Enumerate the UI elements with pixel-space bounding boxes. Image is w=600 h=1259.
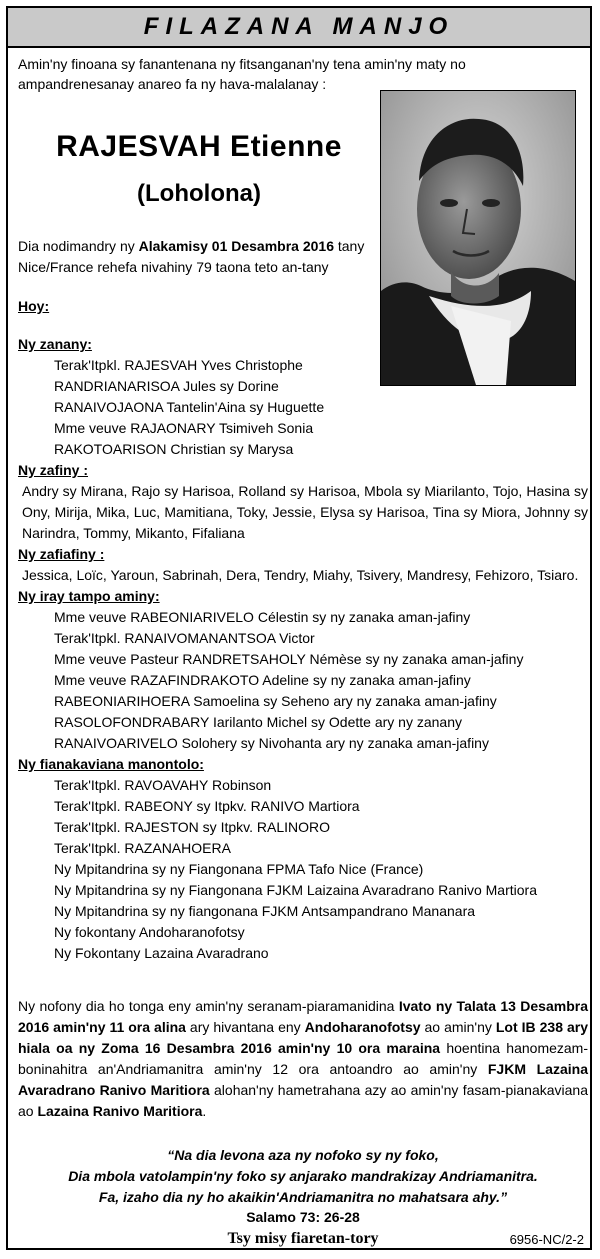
funeral-text: hoentina hanomezam-boninahitra an'Andriamanitra amin'ny 12 ora antoandro ao amin'ny [18, 1040, 589, 1077]
list-item: RANAIVOJAONA Tantelin'Aina sy Huguette [54, 399, 325, 415]
section-title: Ny fianakaviana manontolo: [18, 756, 204, 772]
deceased-title: (Loholona) [137, 180, 261, 207]
deceased-name: RAJESVAH Etienne [56, 130, 342, 163]
funeral-details [18, 996, 588, 1122]
signoff: Tsy misy fiaretan-tory [227, 1230, 379, 1247]
notice-title: FILAZANA MANJO [143, 13, 455, 40]
death-notice-text-2: tany Nice/France rehefa nivahiny 79 taona teto an-tany [18, 238, 365, 275]
list-item: Ny Fokontany Lazaina Avaradrano [54, 945, 269, 961]
section-fianakaviana [18, 754, 588, 964]
death-date: Alakamisy 01 Desambra 2016 [138, 238, 334, 254]
death-notice [18, 236, 378, 278]
list-item: RASOLOFONDRABARY Iarilanto Michel sy Odette ary ny zanany [54, 714, 462, 730]
quote-line: “Na dia levona aza ny nofoko sy ny foko, [167, 1147, 439, 1163]
funeral-text: . [202, 1103, 207, 1119]
departure-details: Lot IB 238 ary hiala oa ny Zoma 16 Desambra 2016 amin'ny 10 ora maraina [18, 1019, 588, 1056]
list-item: Ny Mpitandrina sy ny Fiangonana FJKM Laizaina Avaradrano Ranivo Martiora [54, 882, 537, 898]
section-title: Ny zafiny : [18, 462, 89, 478]
funeral-text: Ny nofony dia ho tonga eny amin'ny seranam-piaramanidina [18, 998, 399, 1014]
arrival-details: Ivato ny Talata 13 Desambra 2016 amin'ny 11 ora alina [18, 998, 588, 1035]
location-andoharanofotsy: Andoharanofotsy [304, 1019, 421, 1035]
grandchildren-list: Andry sy Mirana, Rajo sy Harisoa, Rolland sy Harisoa, Mbola sy Miarilanto, Tojo, Hasina sy Ony, Mirija, Mika, Luc, Mamitiana, Toky, Jessie, Elysa sy Harisoa, Tina sy Miora, Johnny sy Narindra, Tommy, Mikanto, Fifaliana [22, 483, 588, 541]
section-zafiny [18, 460, 588, 544]
list-item: Mme veuve RAJAONARY Tsimiveh Sonia [54, 420, 314, 436]
quote-line: Fa, izaho dia ny ho akaikin'Andriamanitra no mahatsara ahy.” [98, 1189, 508, 1205]
burial-place: Lazaina Ranivo Maritiora [37, 1103, 203, 1119]
funeral-text: alohan'ny hametrahana azy ao amin'ny fasam-pianakaviana ao [18, 1082, 588, 1119]
quote-line: Dia mbola vatolampin'ny foko sy anjarako mandrakizay Andriamanitra. [68, 1168, 538, 1184]
great-grandchildren-list: Jessica, Loïc, Yaroun, Sabrinah, Dera, Tendry, Miahy, Tsivery, Mandresy, Fehizoro, Tsiaro. [22, 567, 579, 583]
section-zanany [18, 334, 588, 460]
list-item: Terak'Itpkl. RAJESTON sy Itpkv. RALINORO [54, 819, 330, 835]
list-item: Mme veuve RABEONIARIVELO Célestin sy ny zanaka aman-jafiny [54, 609, 471, 625]
section-title: Ny zanany: [18, 336, 92, 352]
scripture-quote [18, 1145, 588, 1208]
obituary-notice [6, 6, 592, 1250]
section-iray-tampo [18, 586, 588, 754]
list-item: Ny Mpitandrina sy ny Fiangonana FPMA Tafo Nice (France) [54, 861, 424, 877]
list-item: RANDRIANARISOA Jules sy Dorine [54, 378, 279, 394]
church-name: FJKM Lazaina Avaradrano Ranivo Maritiora [18, 1061, 588, 1098]
list-item: Ny fokontany Andoharanofotsy [54, 924, 245, 940]
funeral-text: ary hivantana eny [185, 1019, 305, 1035]
list-item: Terak'Itpkl. RANAIVOMANANTSOA Victor [54, 630, 315, 646]
list-item: RABEONIARIHOERA Samoelina sy Seheno ary ny zanaka aman-jafiny [54, 693, 497, 709]
list-item: Terak'Itpkl. RAZANAHOERA [54, 840, 231, 856]
section-title: Ny zafiafiny : [18, 546, 105, 562]
list-item: Ny Mpitandrina sy ny fiangonana FJKM Antsampandrano Mananara [54, 903, 476, 919]
list-item: RAKOTOARISON Christian sy Marysa [54, 441, 294, 457]
family-sections [18, 334, 588, 964]
section-title: Ny iray tampo aminy: [18, 588, 160, 604]
list-item: Mme veuve Pasteur RANDRETSAHOLY Némèse sy ny zanaka aman-jafiny [54, 651, 524, 667]
funeral-text: ao amin'ny [420, 1019, 496, 1035]
list-item: Terak'Itpkl. RABEONY sy Itpkv. RANIVO Martiora [54, 798, 360, 814]
notice-header [8, 8, 590, 48]
list-item: Mme veuve RAZAFINDRAKOTO Adeline sy ny zanaka aman-jafiny [54, 672, 471, 688]
list-item: Terak'Itpkl. RAJESVAH Yves Christophe [54, 357, 303, 373]
section-zafiafiny [18, 544, 588, 586]
list-item: Terak'Itpkl. RAVOAVAHY Robinson [54, 777, 272, 793]
scripture-reference: Salamo 73: 26-28 [246, 1209, 360, 1225]
intro-text: Amin'ny finoana sy fanantenana ny fitsanganan'ny tena amin'ny maty no ampandrenesanay anareo fa ny hava-malalanay : [18, 56, 466, 92]
hoy-label: Hoy: [18, 298, 50, 314]
notice-reference: 6956-NC/2-2 [509, 1232, 584, 1247]
death-notice-text-1: Dia nodimandry ny [18, 238, 139, 254]
list-item: RANAIVOARIVELO Solohery sy Nivohanta ary ny zanaka aman-jafiny [54, 735, 489, 751]
